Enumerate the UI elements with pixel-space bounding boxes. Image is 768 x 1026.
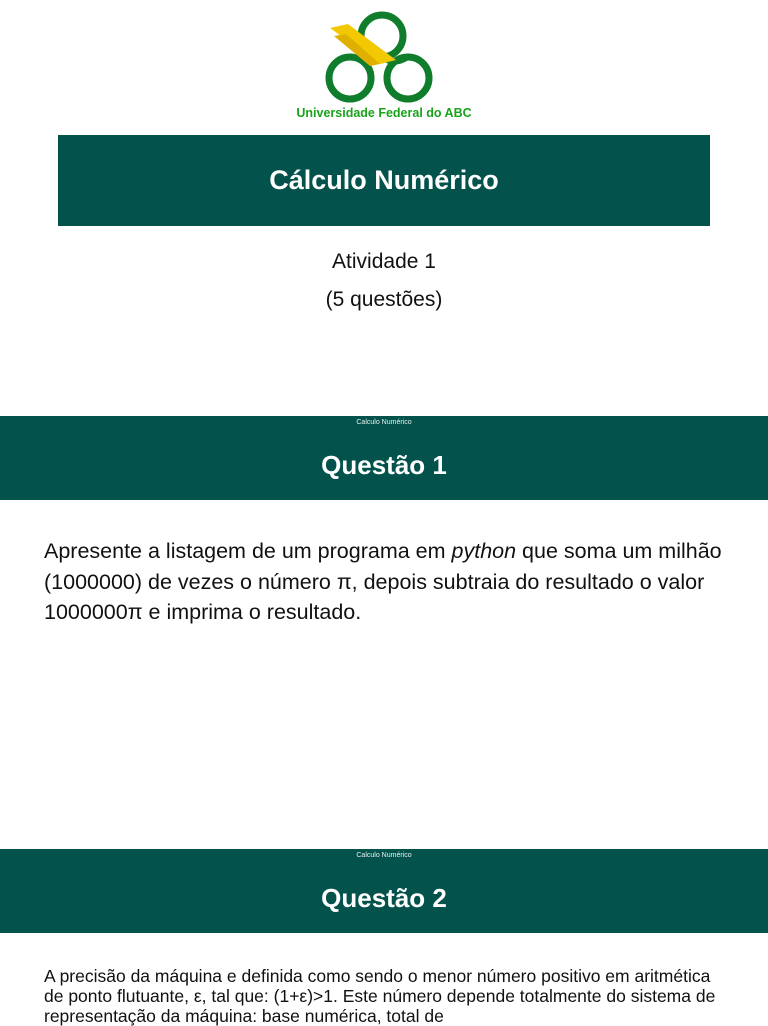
questions-count: (5 questões) bbox=[325, 288, 443, 311]
university-name: Universidade Federal do ABC bbox=[296, 106, 472, 120]
question1-text-italic: python bbox=[451, 539, 517, 563]
question1-title: Questão 1 bbox=[321, 450, 447, 480]
question1-header bbox=[0, 416, 768, 500]
ufabc-logo-icon bbox=[320, 6, 448, 106]
question1-text-part1: Apresente a listagem de um programa em bbox=[44, 539, 452, 563]
question1-text-part2: que soma um milhão (1000000) de vezes o número π, depois subtraia do resultado o valor 1000000π e imprima o resultado. bbox=[44, 539, 722, 624]
question1-course-label: Calculo Numérico bbox=[356, 419, 412, 426]
activity-label: Atividade 1 bbox=[332, 250, 436, 273]
question2-header bbox=[0, 849, 768, 933]
question2-text: A precisão da máquina e definida como sendo o menor número positivo em aritmética de ponto flutuante, ε, tal que: (1+ε)>1. Este número depende totalmente do sistema de representação da máquina: base numérica, total de bbox=[44, 966, 716, 1026]
title-slide bbox=[0, 0, 768, 416]
question1-text bbox=[44, 536, 734, 628]
course-title: Cálculo Numérico bbox=[269, 165, 499, 195]
question2-course-label: Calculo Numérico bbox=[356, 852, 412, 859]
course-title-bar bbox=[58, 135, 710, 226]
question2-title: Questão 2 bbox=[321, 883, 447, 913]
